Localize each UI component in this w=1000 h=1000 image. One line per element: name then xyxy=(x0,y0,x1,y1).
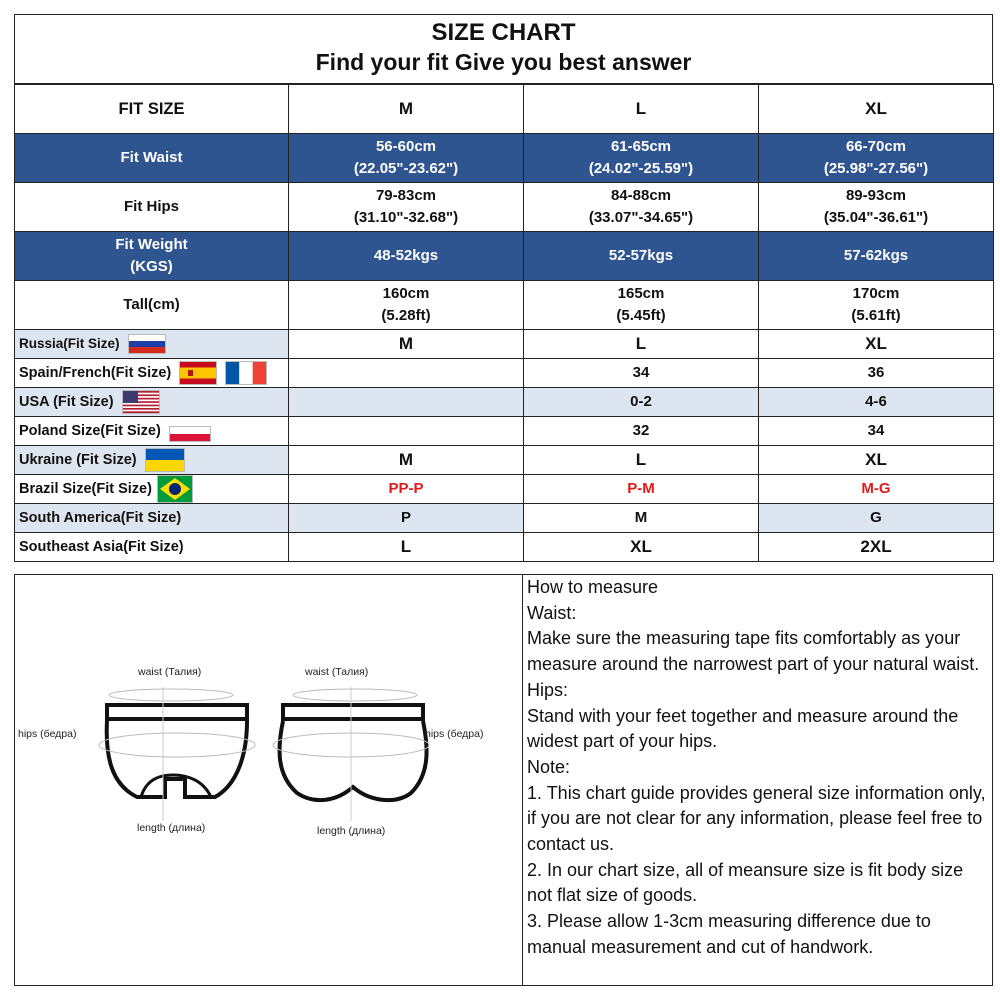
waist-label-left: waist (Талия) xyxy=(138,666,202,678)
howto-note-1: 1. This chart guide provides general size information only, if you are not clear for any information, please feel free to contact us. xyxy=(527,782,986,855)
country-row-russia xyxy=(15,330,994,359)
header-size-l: L xyxy=(524,85,759,134)
country-row-southeast-asia xyxy=(15,533,994,562)
brief-right-illustration xyxy=(273,687,429,821)
row-label: Tall(cm) xyxy=(15,281,289,330)
usa-flag-icon xyxy=(122,390,160,414)
table-cell: L xyxy=(289,533,524,562)
row-label: Southeast Asia(Fit Size) xyxy=(15,533,289,562)
length-label-right: length (длина) xyxy=(317,825,386,837)
page-title: SIZE CHART xyxy=(431,19,576,46)
table-cell: 84-88cm (33.07"-34.65") xyxy=(524,183,759,232)
length-label-left: length (длина) xyxy=(137,822,206,834)
header-size-xl: XL xyxy=(759,85,994,134)
brief-left-illustration xyxy=(99,687,255,821)
table-cell: M xyxy=(524,504,759,533)
brazil-flag-icon xyxy=(157,475,193,503)
hips-label-right: hips (бедра) xyxy=(425,728,484,740)
table-cell: 32 xyxy=(524,417,759,446)
table-cell: 34 xyxy=(759,417,994,446)
row-label: Fit Weight (KGS) xyxy=(15,232,289,281)
howto-heading: How to measure xyxy=(527,577,659,597)
table-cell: 57-62kgs xyxy=(759,232,994,281)
row-label: Ukraine (Fit Size) xyxy=(15,446,289,475)
header-label: FIT SIZE xyxy=(15,85,289,134)
size-table xyxy=(14,84,994,562)
table-cell: 0-2 xyxy=(524,388,759,417)
country-row-spain-french xyxy=(15,359,994,388)
poland-flag-icon xyxy=(169,426,211,442)
table-cell: PP-P xyxy=(289,475,524,504)
howto-note-heading: Note: xyxy=(527,756,571,777)
table-cell: 52-57kgs xyxy=(524,232,759,281)
table-cell: P xyxy=(289,504,524,533)
tall-row xyxy=(15,281,994,330)
header-row xyxy=(15,85,994,134)
table-cell: 48-52kgs xyxy=(289,232,524,281)
table-cell: XL xyxy=(759,446,994,475)
howto-note-2: 2. In our chart size, all of meansure size is fit body size not flat size of goods. xyxy=(527,859,964,906)
spain-flag-icon xyxy=(179,361,217,385)
table-cell: 4-6 xyxy=(759,388,994,417)
ukraine-flag-icon xyxy=(145,448,185,472)
table-cell xyxy=(289,359,524,388)
france-flag-icon xyxy=(225,361,267,385)
table-cell xyxy=(289,417,524,446)
row-label: South America(Fit Size) xyxy=(15,504,289,533)
howto-waist-heading: Waist: xyxy=(527,602,577,623)
table-cell: XL xyxy=(759,330,994,359)
table-cell: 66-70cm (25.98"-27.56") xyxy=(759,134,994,183)
table-cell: L xyxy=(524,446,759,475)
measure-diagram xyxy=(15,575,523,985)
page-subtitle: Find your fit Give you best answer xyxy=(315,49,692,75)
size-chart xyxy=(14,14,993,986)
table-cell: 36 xyxy=(759,359,994,388)
country-row-usa xyxy=(15,388,994,417)
measure-section xyxy=(14,574,993,986)
row-label: Brazil Size(Fit Size) xyxy=(15,475,289,504)
waist-label-right: waist (Талия) xyxy=(305,666,369,678)
row-label: Poland Size(Fit Size) xyxy=(15,417,289,446)
row-label: Spain/French(Fit Size) xyxy=(15,359,289,388)
country-row-poland xyxy=(15,417,994,446)
row-label: Fit Waist xyxy=(15,134,289,183)
table-cell: P-M xyxy=(524,475,759,504)
row-label: Russia(Fit Size) xyxy=(15,330,289,359)
table-cell: 61-65cm (24.02"-25.59") xyxy=(524,134,759,183)
row-label: Fit Hips xyxy=(15,183,289,232)
table-cell: XL xyxy=(524,533,759,562)
how-to-measure-text xyxy=(527,575,987,961)
fit-weight-row xyxy=(15,232,994,281)
table-cell: M-G xyxy=(759,475,994,504)
country-row-south-america xyxy=(15,504,994,533)
fit-hips-row xyxy=(15,183,994,232)
underwear-diagram xyxy=(15,575,522,985)
howto-hips-heading: Hips: xyxy=(527,679,569,700)
hips-label-left: hips (бедра) xyxy=(18,728,77,740)
table-cell: 2XL xyxy=(759,533,994,562)
table-cell: 89-93cm (35.04"-36.61") xyxy=(759,183,994,232)
table-cell: 79-83cm (31.10"-32.68") xyxy=(289,183,524,232)
table-cell: L xyxy=(524,330,759,359)
table-cell: 160cm (5.28ft) xyxy=(289,281,524,330)
table-cell: 165cm (5.45ft) xyxy=(524,281,759,330)
russia-flag-icon xyxy=(128,334,166,354)
country-row-ukraine xyxy=(15,446,994,475)
fit-waist-row xyxy=(15,134,994,183)
table-cell xyxy=(289,388,524,417)
table-cell: 56-60cm (22.05"-23.62") xyxy=(289,134,524,183)
title-box xyxy=(14,14,993,84)
table-cell: M xyxy=(289,446,524,475)
table-cell: G xyxy=(759,504,994,533)
country-row-brazil xyxy=(15,475,994,504)
howto-note-3: 3. Please allow 1-3cm measuring difference due to manual measurement and cut of handwork. xyxy=(527,911,931,957)
table-cell: 34 xyxy=(524,359,759,388)
header-size-m: M xyxy=(289,85,524,134)
howto-waist-text: Make sure the measuring tape fits comfortably as your measure around the narrowest part of your natural waist. xyxy=(527,628,980,675)
table-cell: M xyxy=(289,330,524,359)
row-label: USA (Fit Size) xyxy=(15,388,289,417)
table-cell: 170cm (5.61ft) xyxy=(759,281,994,330)
howto-hips-text: Stand with your feet together and measure around the widest part of your hips. xyxy=(527,705,959,752)
